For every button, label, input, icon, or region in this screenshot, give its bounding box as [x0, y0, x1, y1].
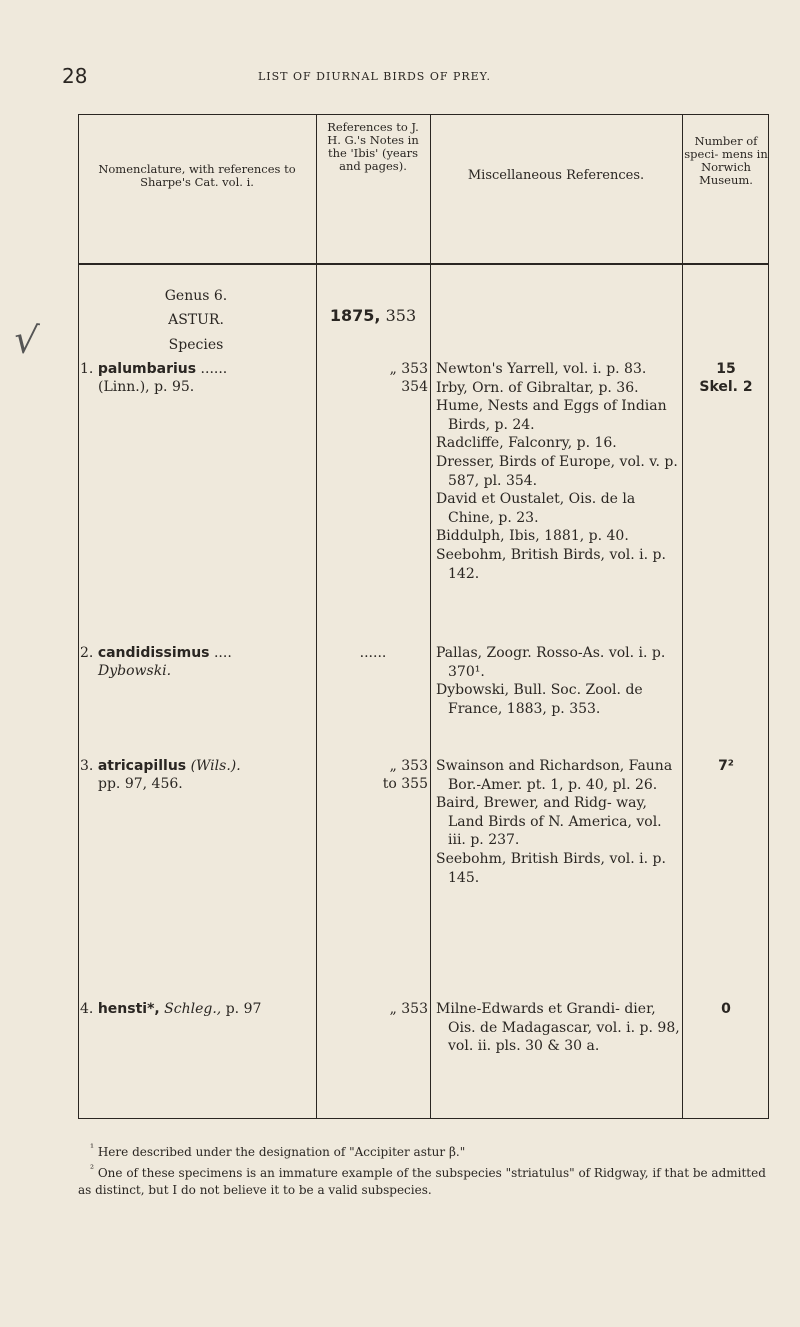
species-1-notes: „ 353 354 [389, 361, 428, 395]
species-2-notes: ...... [359, 645, 387, 661]
species-1-name: 1. palumbarius ...... [80, 361, 228, 377]
species-3-pages: pp. 97, 456. [98, 776, 183, 792]
species-label: Species [168, 337, 224, 353]
species-1-references: Newton's Yarrell, vol. i. p. 83. Irby, Orn. of Gibraltar, p. 36. Hume, Nests and Eggs of Indian Birds, p. 24. Radcliffe, Falconry, p. 16. Dresser, Birds of Europe, vol. v. p. 587, pl. 354. David et Oustalet, Ois. de la Chine, p. 23. Biddulph, Ibis, 1881, p. 40. Seebohm, British Birds, vol. i. p. 142. [436, 361, 678, 582]
header-misc: Miscellaneous References. [467, 168, 645, 183]
footnote-1: $^{^1}$ Here described under the designation of "Accipiter astur β." [90, 1143, 466, 1159]
species-2-name: 2. candidissimus .... [80, 645, 232, 661]
margin-check-mark: √ [11, 316, 41, 364]
genus-label: Genus 6. [164, 288, 228, 304]
running-head: LIST OF DIURNAL BIRDS OF PREY. [258, 70, 492, 83]
species-table [78, 114, 769, 1119]
species-4-name: 4. hensti*, Schleg., p. 97 [80, 1001, 262, 1017]
header-notes: References to J. H. G.'s Notes in the 'Ibis' (years and pages). [327, 120, 419, 173]
species-3-count: 7² [718, 758, 734, 774]
species-1-count: 15 Skel. 2 [699, 361, 753, 395]
species-2-references: Pallas, Zoogr. Rosso-As. vol. i. p. 370¹. Dybowski, Bull. Soc. Zool. de France, 1883, p. 353. [436, 645, 666, 717]
species-4-notes: „ 353 [389, 1001, 428, 1017]
species-1-authority: (Linn.), p. 95. [98, 379, 195, 395]
header-rule [78, 263, 768, 265]
header-number: Number of speci- mens in Norwich Museum. [684, 134, 768, 187]
footnote-2: $^{^2}$ One of these specimens is an immature example of the subspecies "striatulus" of Ridgway, if that be admitted as distinct, but I do not believe it to be a valid subspecies. [78, 1164, 766, 1197]
footnotes [78, 1140, 768, 1199]
genus-notes: 1875, 353 [329, 306, 417, 325]
species-4-count: 0 [721, 1001, 731, 1017]
species-4-references: Milne-Edwards et Grandi- dier, Ois. de Madagascar, vol. i. p. 98, vol. ii. pls. 30 & 30 a. [436, 1001, 680, 1055]
page-number: 28 [62, 64, 88, 88]
species-3-name: 3. atricapillus (Wils.). [80, 758, 241, 774]
genus-name: ASTUR. [168, 312, 224, 328]
species-2-authority: Dybowski. [98, 663, 172, 679]
species-3-references: Swainson and Richardson, Fauna Bor.-Amer. pt. 1, p. 40, pl. 26. Baird, Brewer, and Ridg- way, Land Birds of N. America, vol. iii. p. 237. Seebohm, British Birds, vol. i. p. 145. [436, 758, 673, 886]
species-3-notes: „ 353 to 355 [382, 758, 428, 792]
header-nomenclature: Nomenclature, with references to Sharpe's Cat. vol. i. [98, 162, 296, 189]
